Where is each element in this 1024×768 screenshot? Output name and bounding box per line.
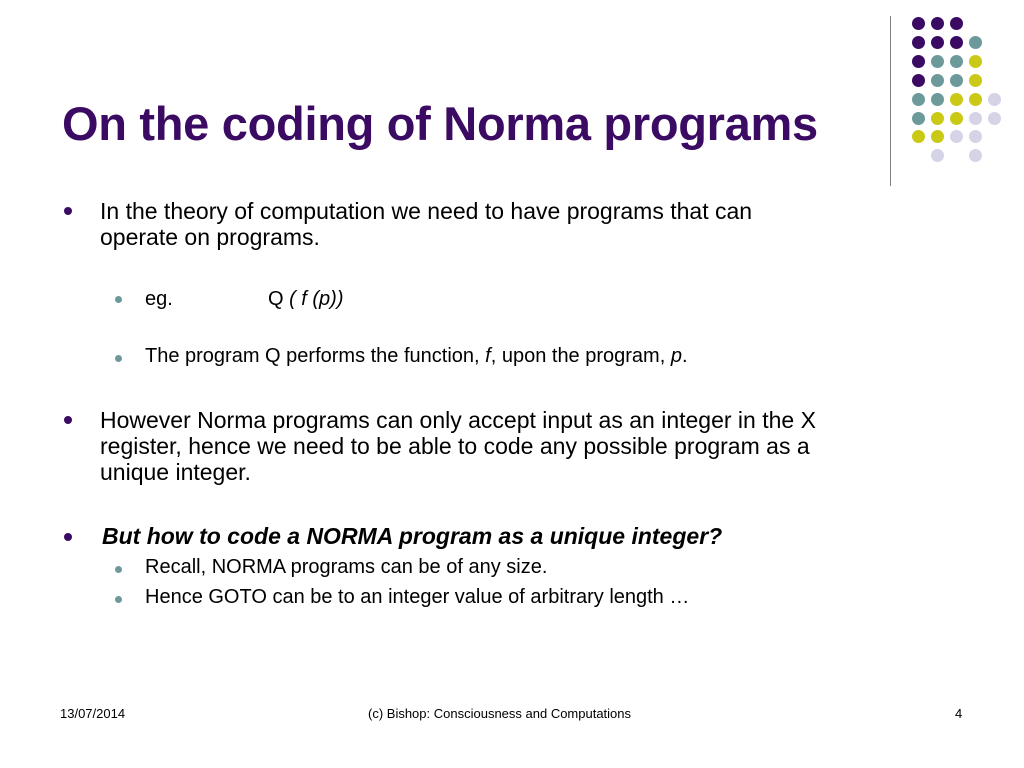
sub-bullet-marker bbox=[115, 596, 122, 603]
decorative-dot bbox=[912, 112, 925, 125]
decorative-dot bbox=[969, 55, 982, 68]
decorative-dot bbox=[988, 93, 1001, 106]
decorative-dot bbox=[912, 130, 925, 143]
decorative-dot bbox=[931, 93, 944, 106]
bullet-1a-prefix: eg. bbox=[145, 288, 173, 310]
slide-title: On the coding of Norma programs bbox=[62, 97, 818, 150]
decorative-dot bbox=[950, 55, 963, 68]
footer-date: 13/07/2014 bbox=[60, 706, 126, 721]
decorative-dot bbox=[950, 112, 963, 125]
decorative-dot bbox=[912, 55, 925, 68]
decorative-dot bbox=[912, 74, 925, 87]
bullet-marker bbox=[64, 533, 72, 541]
bullet-1b-text-1: The program Q performs the function, bbox=[145, 345, 486, 367]
decorative-dot bbox=[969, 130, 982, 143]
sub-bullet-marker bbox=[115, 296, 122, 303]
bullet-2-line-1: However Norma programs can only accept input as an integer in the X bbox=[100, 407, 816, 433]
bullet-3a-text: Recall, NORMA programs can be of any size. bbox=[145, 556, 548, 578]
sub-bullet-marker bbox=[115, 566, 122, 573]
footer-page-number: 4 bbox=[955, 706, 963, 721]
bullet-1b-text-2: , upon the program, bbox=[490, 345, 671, 367]
decorative-dot bbox=[969, 149, 982, 162]
decorative-dot bbox=[931, 130, 944, 143]
decorative-dot bbox=[931, 74, 944, 87]
bullet-3b-text: Hence GOTO can be to an integer value of arbitrary length … bbox=[145, 586, 690, 608]
bullet-marker bbox=[64, 416, 72, 424]
decorative-dot bbox=[950, 93, 963, 106]
decorative-dot bbox=[931, 17, 944, 30]
bullet-1-line-1: In the theory of computation we need to have programs that can bbox=[100, 198, 753, 224]
decorative-dot bbox=[931, 36, 944, 49]
decorative-dot bbox=[912, 36, 925, 49]
bullet-1b-p: p bbox=[670, 345, 682, 367]
decorative-dot bbox=[988, 112, 1001, 125]
bullet-1b-text-3: . bbox=[681, 345, 688, 367]
divider-line bbox=[890, 16, 891, 186]
decorative-dot bbox=[950, 36, 963, 49]
decorative-dot bbox=[969, 36, 982, 49]
decorative-dot bbox=[950, 130, 963, 143]
decorative-dot bbox=[969, 74, 982, 87]
bullet-1b-f: f bbox=[485, 345, 491, 367]
decorative-dot bbox=[912, 93, 925, 106]
bullet-1a-expr: ( f (p)) bbox=[289, 288, 344, 310]
decorative-dot bbox=[931, 112, 944, 125]
decorative-dot bbox=[950, 17, 963, 30]
decorative-dot bbox=[969, 93, 982, 106]
decorative-dot bbox=[969, 112, 982, 125]
decorative-dot bbox=[931, 149, 944, 162]
bullet-2-line-2: register, hence we need to be able to code any possible program as a bbox=[100, 433, 810, 459]
decorative-dot bbox=[950, 74, 963, 87]
footer-center-text: (c) Bishop: Consciousness and Computations bbox=[368, 706, 632, 721]
bullet-3-text: But how to code a NORMA program as a unique integer? bbox=[102, 523, 723, 549]
bullet-1-line-2: operate on programs. bbox=[100, 224, 320, 250]
decorative-dot bbox=[931, 55, 944, 68]
sub-bullet-marker bbox=[115, 355, 122, 362]
bullet-1a-q: Q bbox=[267, 288, 284, 310]
bullet-2-line-3: unique integer. bbox=[100, 459, 251, 485]
decorative-dot bbox=[912, 17, 925, 30]
bullet-marker bbox=[64, 207, 72, 215]
